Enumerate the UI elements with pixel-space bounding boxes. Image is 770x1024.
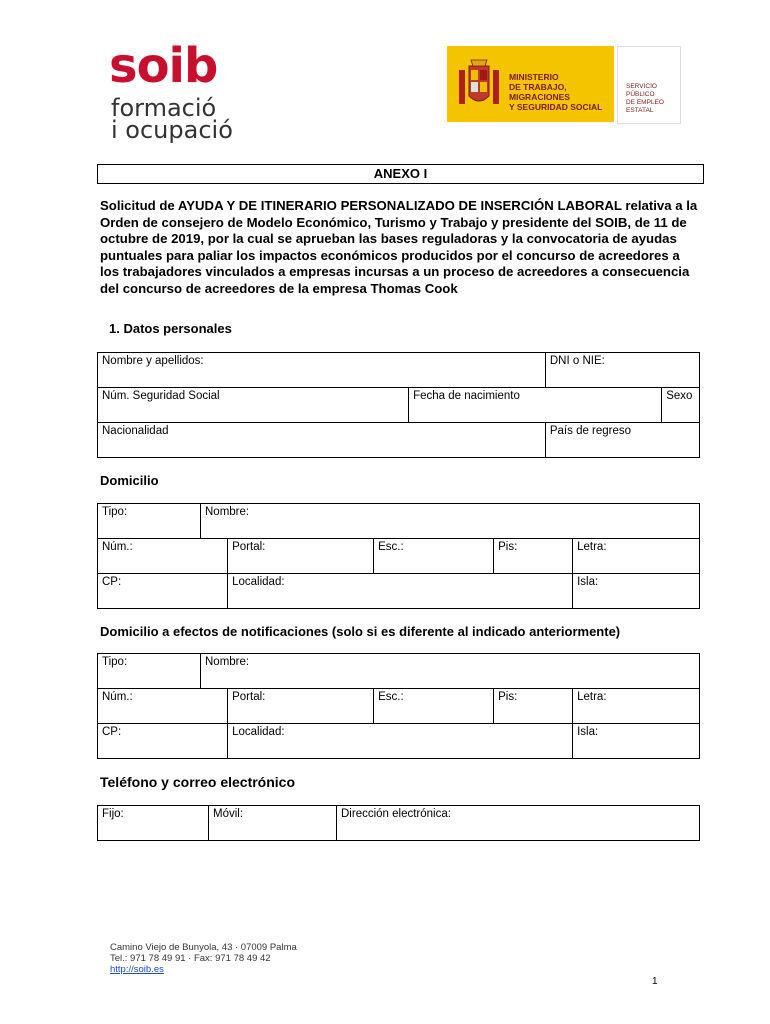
domicilio-portal-field[interactable]: Portal: (228, 539, 374, 574)
pais-regreso-field[interactable]: País de regreso (545, 423, 699, 458)
ocupacio-text: i ocupació (111, 116, 233, 144)
nss-field[interactable]: Núm. Seguridad Social (98, 388, 409, 423)
fijo-field[interactable]: Fijo: (98, 806, 209, 841)
anexo-heading: ANEXO I (97, 164, 704, 184)
ministry-line-2: DE TRABAJO, MIGRACIONES (509, 82, 570, 102)
domicilio-table (97, 503, 700, 609)
ministry-line-3: Y SEGURIDAD SOCIAL (509, 102, 603, 112)
domicilio-heading: Domicilio (100, 473, 159, 488)
domicilio-letra-field[interactable]: Letra: (573, 539, 700, 574)
domicilio-isla-field[interactable]: Isla: (573, 574, 700, 609)
domicilio-tipo-field[interactable]: Tipo: (98, 504, 201, 539)
movil-field[interactable]: Móvil: (209, 806, 337, 841)
section-datos-personales-heading: 1. Datos personales (109, 321, 232, 336)
notif-num-field[interactable]: Núm.: (98, 689, 228, 724)
soib-logo: soib (109, 38, 218, 94)
formacio-text: formació (111, 94, 217, 122)
notif-pis-field[interactable]: Pis: (494, 689, 573, 724)
notif-esc-field[interactable]: Esc.: (374, 689, 494, 724)
notif-tipo-field[interactable]: Tipo: (98, 654, 201, 689)
sepe-line-1: SERVICIO PÚBLICO (626, 83, 657, 98)
nombre-field[interactable]: Nombre y apellidos: (98, 353, 546, 388)
sepe-line-2: DE EMPLEO ESTATAL (626, 99, 664, 114)
domicilio-num-field[interactable]: Núm.: (98, 539, 228, 574)
notif-nombre-field[interactable]: Nombre: (201, 654, 700, 689)
datos-personales-table (97, 352, 700, 458)
footer-link[interactable]: http://soib.es (110, 964, 164, 975)
dni-field[interactable]: DNI o NIE: (545, 353, 699, 388)
footer-phone: Tel.: 971 78 49 91 · Fax: 971 78 49 42 (110, 953, 271, 964)
ministry-line-1: MINISTERIO (509, 72, 559, 82)
fecha-nacimiento-field[interactable]: Fecha de nacimiento (409, 388, 662, 423)
domicilio-pis-field[interactable]: Pis: (494, 539, 573, 574)
document-title: Solicitud de AYUDA Y DE ITINERARIO PERSONALIZADO DE INSERCIÓN LABORAL relativa a la Orden de consejero de Modelo Económico, Turismo y Trabajo y presidente del SOIB, de 11 de octubre de 2019, por la cual se aprueban las bases reguladoras y la convocatoria de ayudas puntuales para paliar los impactos económicos producidos por el concurso de acreedores a los trabajadores vinculados a empresas incursas a un proceso de acreedores a consecuencia del concurso de acreedores de la empresa Thomas Cook (100, 198, 698, 296)
email-field[interactable]: Dirección electrónica: (337, 806, 700, 841)
nacionalidad-field[interactable]: Nacionalidad (98, 423, 546, 458)
sexo-field[interactable]: Sexo (662, 388, 700, 423)
ministry-logo (447, 46, 614, 122)
notif-portal-field[interactable]: Portal: (228, 689, 374, 724)
notif-cp-field[interactable]: CP: (98, 724, 228, 759)
footer (110, 942, 297, 975)
notif-localidad-field[interactable]: Localidad: (228, 724, 573, 759)
notificaciones-table (97, 653, 700, 759)
contacto-table (97, 805, 700, 841)
domicilio-cp-field[interactable]: CP: (98, 574, 228, 609)
sepe-logo (617, 46, 681, 124)
contacto-heading: Teléfono y correo electrónico (100, 774, 296, 790)
spain-crest-icon (457, 56, 501, 112)
domicilio-nombre-field[interactable]: Nombre: (201, 504, 700, 539)
footer-address: Camino Viejo de Bunyola, 43 · 07009 Palma (110, 942, 297, 953)
notif-letra-field[interactable]: Letra: (573, 689, 700, 724)
notif-isla-field[interactable]: Isla: (573, 724, 700, 759)
page-number: 1 (652, 976, 658, 987)
notificaciones-heading: Domicilio a efectos de notificaciones (solo si es diferente al indicado anteriormente) (100, 624, 621, 639)
domicilio-localidad-field[interactable]: Localidad: (228, 574, 573, 609)
domicilio-esc-field[interactable]: Esc.: (374, 539, 494, 574)
